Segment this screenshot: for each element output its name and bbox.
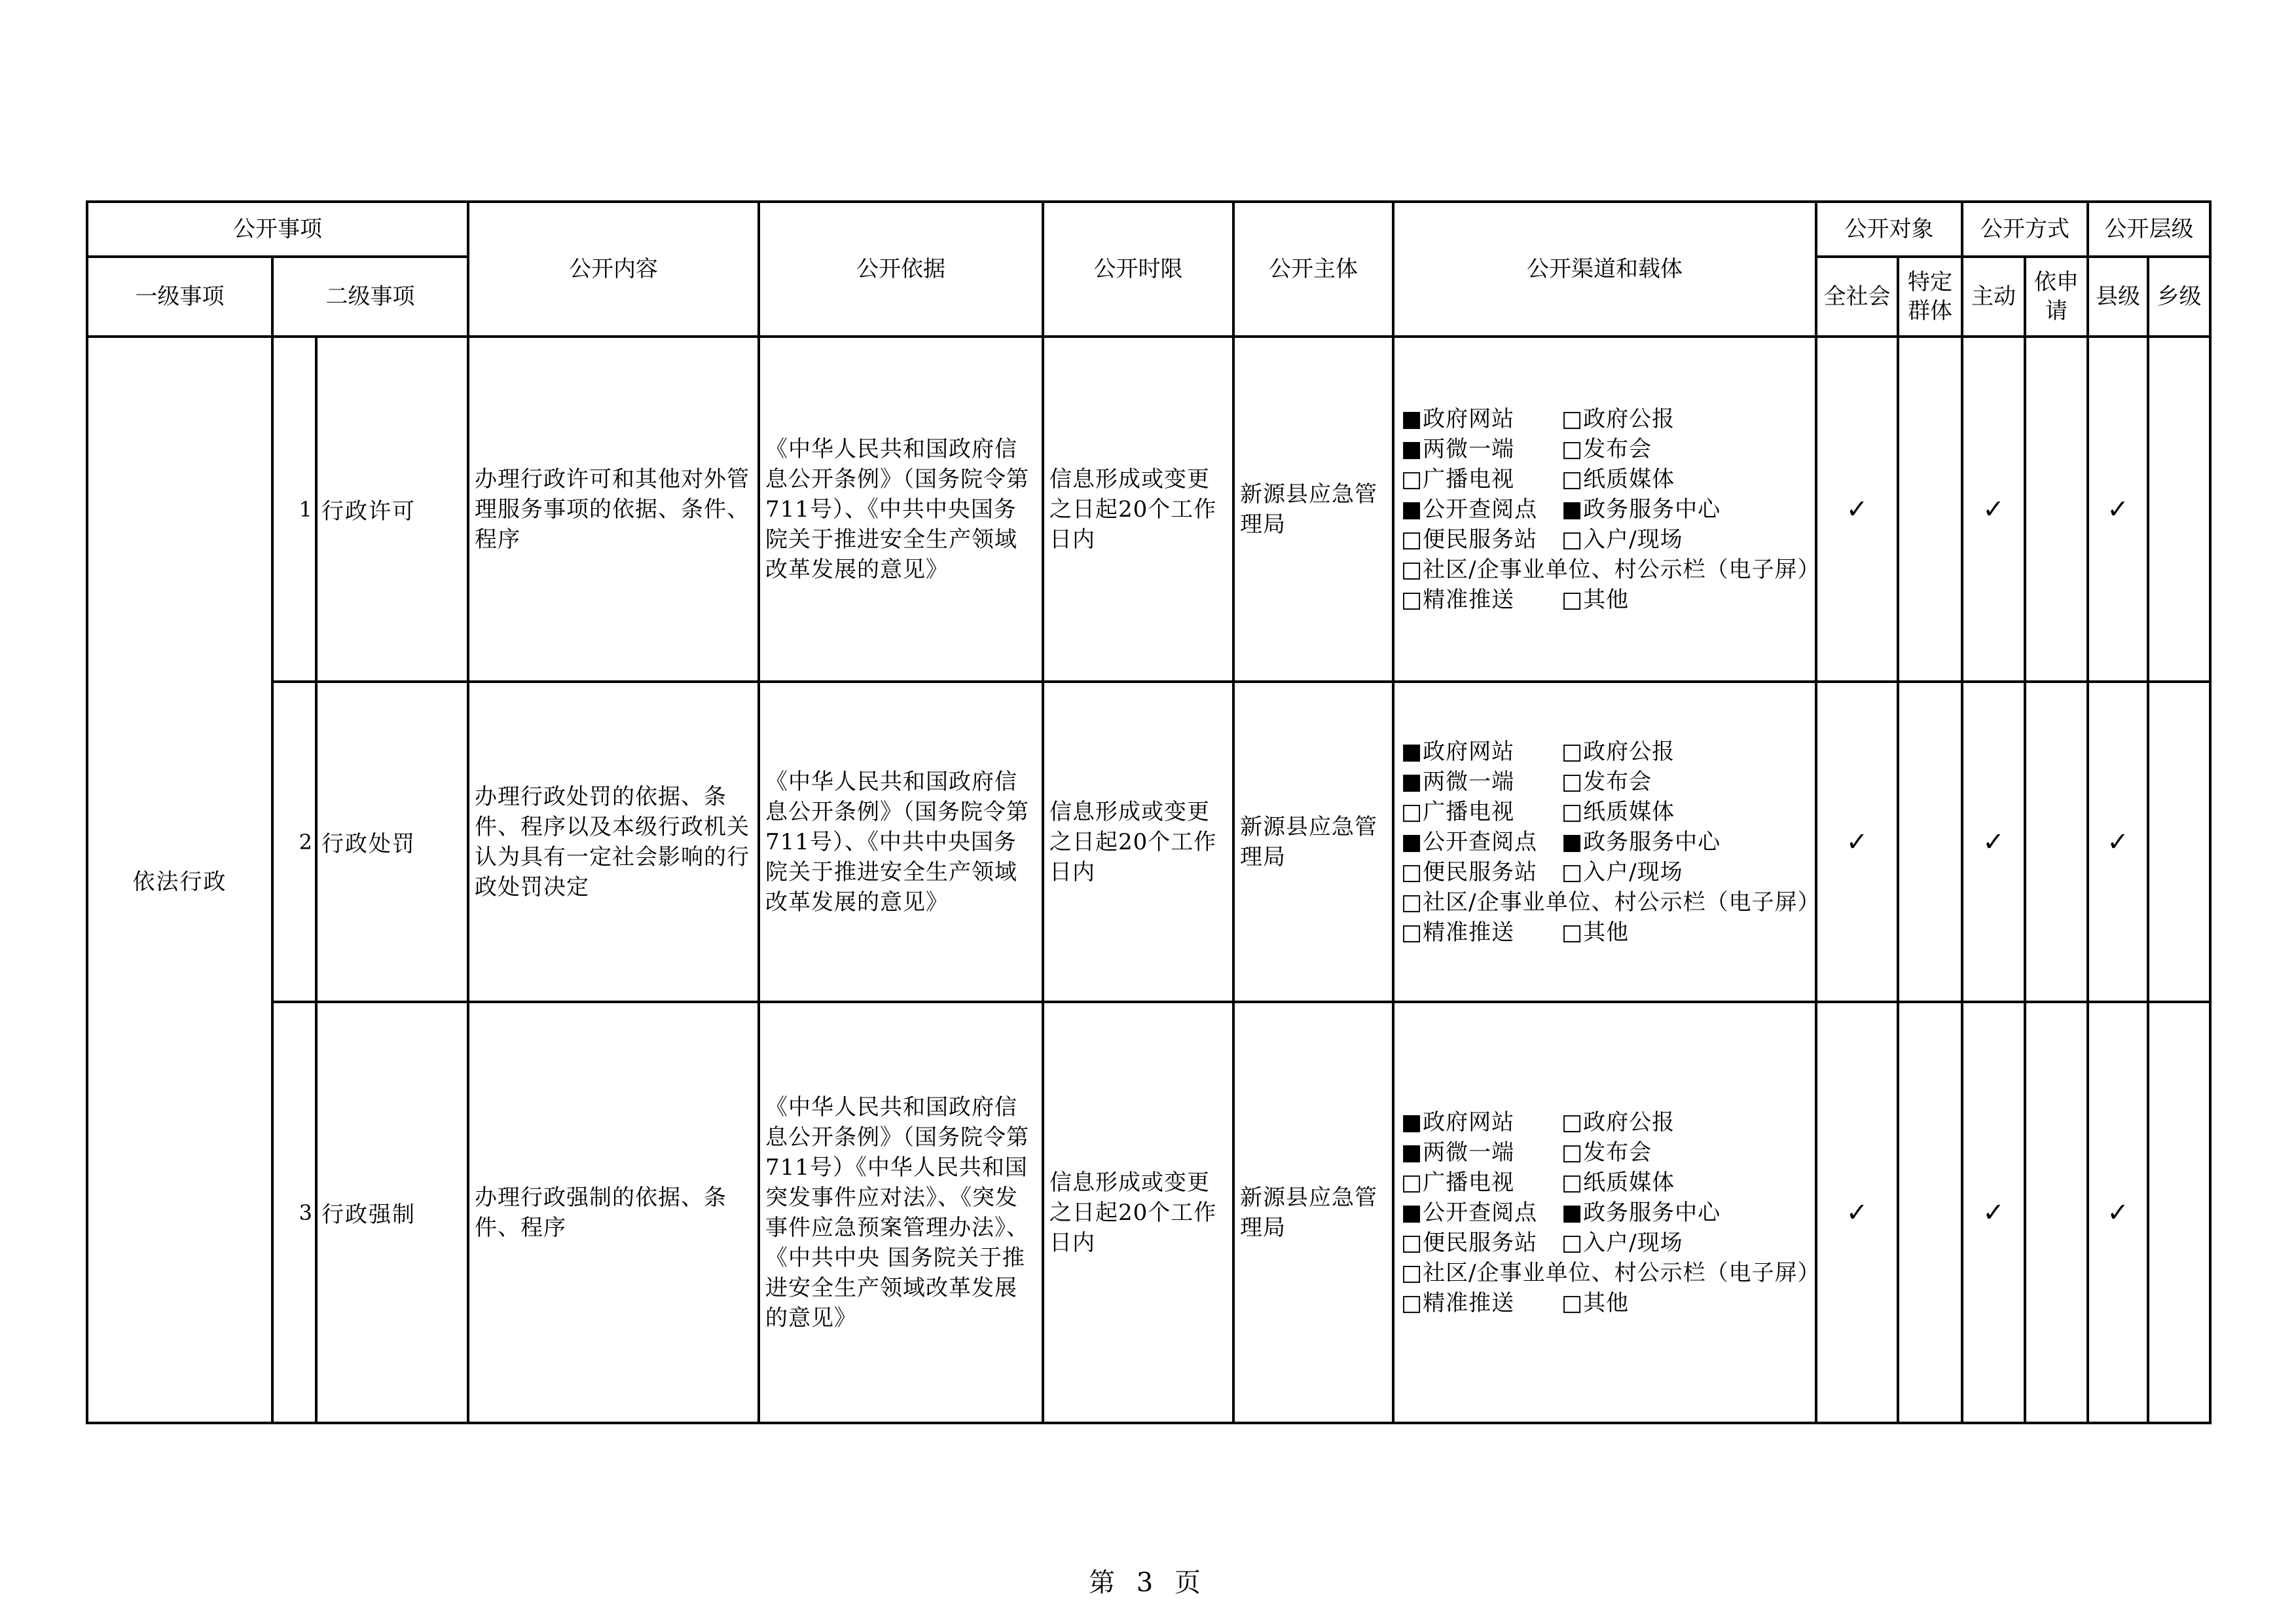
- check-active: ✓: [1962, 337, 2025, 682]
- channel-line: [1401, 767, 1811, 797]
- channel-option: □广播电视: [1401, 1169, 1515, 1196]
- table-row: [87, 682, 2210, 1002]
- channel-option: ■公开查阅点: [1401, 496, 1538, 523]
- table-row: [87, 1002, 2210, 1423]
- channel-option: ■政务服务中心: [1561, 828, 1721, 855]
- check-active: ✓: [1962, 1002, 2025, 1423]
- channel-line: [1401, 404, 1811, 434]
- check-on-request: [2025, 682, 2088, 1002]
- channel-option: □社区/企事业单位、村公示栏（电子屏）: [1401, 1259, 1821, 1286]
- channel-option: ■政府网站: [1401, 1109, 1515, 1135]
- header-level-township: 乡级: [2148, 257, 2210, 337]
- level1-item: 依法行政: [87, 337, 272, 1423]
- channel-option: □其他: [1561, 1289, 1630, 1316]
- channel-option: ■两微一端: [1401, 1139, 1515, 1166]
- channel-option: □政府公报: [1561, 738, 1675, 765]
- channel-option: ■两微一端: [1401, 435, 1515, 462]
- channel-line: [1401, 1168, 1811, 1198]
- channel-option: □精准推送: [1401, 1289, 1515, 1316]
- channel-option: □精准推送: [1401, 586, 1515, 613]
- channel-line: [1401, 464, 1811, 494]
- check-county: ✓: [2088, 682, 2148, 1002]
- check-township: [2148, 1002, 2210, 1423]
- channel-line: [1401, 434, 1811, 464]
- channel-option: ■公开查阅点: [1401, 828, 1538, 855]
- header-method: 公开方式: [1962, 202, 2088, 257]
- channel-option: □入户/现场: [1561, 526, 1683, 553]
- channel-option: □其他: [1561, 586, 1630, 613]
- row-subject: 新源县应急管理局: [1233, 1002, 1393, 1423]
- check-on-request: [2025, 337, 2088, 682]
- channel-option: □广播电视: [1401, 798, 1515, 825]
- channel-option: □发布会: [1561, 435, 1652, 462]
- channel-line: [1401, 1107, 1811, 1137]
- channel-line: [1401, 1228, 1811, 1258]
- row-number: 3: [272, 1002, 316, 1423]
- check-on-request: [2025, 1002, 2088, 1423]
- check-township: [2148, 337, 2210, 682]
- channel-option: ■两微一端: [1401, 768, 1515, 795]
- channel-line: [1401, 1288, 1811, 1318]
- row-channels: [1393, 1002, 1821, 1423]
- row-channels: [1393, 682, 1821, 1002]
- check-all-society: ✓: [1816, 1002, 1898, 1423]
- check-active: ✓: [1962, 682, 2025, 1002]
- row-channels: [1393, 337, 1821, 682]
- header-channels: 公开渠道和载体: [1393, 202, 1816, 337]
- channel-line: [1401, 887, 1821, 917]
- header-method-request: 依申请: [2025, 257, 2088, 337]
- check-township: [2148, 682, 2210, 1002]
- channel-option: □发布会: [1561, 768, 1652, 795]
- channel-line: [1401, 827, 1811, 857]
- channel-line: [1401, 525, 1811, 555]
- row-content: 办理行政强制的依据、条件、程序: [468, 1002, 759, 1423]
- channel-option: □广播电视: [1401, 466, 1515, 492]
- table-row: [87, 337, 2210, 682]
- row-number: 2: [272, 682, 316, 1002]
- row-subject: 新源县应急管理局: [1233, 682, 1393, 1002]
- channel-option: □社区/企事业单位、村公示栏（电子屏）: [1401, 889, 1821, 915]
- channel-option: □入户/现场: [1561, 858, 1683, 885]
- row-basis: 《中华人民共和国政府信息公开条例》（国务院令第711号）《中华人民共和国突发事件应对法》、《突发事件应急预案管理办法》、《中共中央 国务院关于推进安全生产领域改革发展的意见》: [759, 1002, 1043, 1423]
- check-all-society: ✓: [1816, 682, 1898, 1002]
- row-number: 1: [272, 337, 316, 682]
- header-subject: 公开主体: [1233, 202, 1393, 337]
- channel-option: □便民服务站: [1401, 858, 1538, 885]
- header-level2: 二级事项: [272, 257, 468, 337]
- channel-option: □纸质媒体: [1561, 798, 1675, 825]
- check-specific-group: [1898, 682, 1962, 1002]
- channel-line: [1401, 857, 1811, 887]
- check-all-society: ✓: [1816, 337, 1898, 682]
- channel-line: [1401, 797, 1811, 827]
- row-name: 行政强制: [316, 1002, 468, 1423]
- header-row-1: [87, 202, 2210, 257]
- check-specific-group: [1898, 337, 1962, 682]
- channel-line: [1401, 1258, 1821, 1288]
- channel-option: □精准推送: [1401, 919, 1515, 946]
- row-basis: 《中华人民共和国政府信息公开条例》（国务院令第711号）、《中共中央国务院关于推进安全生产领域改革发展的意见》: [759, 337, 1043, 682]
- disclosure-table: [86, 200, 2212, 1424]
- header-method-active: 主动: [1962, 257, 2025, 337]
- channel-line: [1401, 494, 1811, 525]
- channel-option: □政府公报: [1561, 405, 1675, 432]
- channel-option: ■政府网站: [1401, 738, 1515, 765]
- channel-option: □纸质媒体: [1561, 466, 1675, 492]
- channel-option: □政府公报: [1561, 1109, 1675, 1135]
- header-basis: 公开依据: [759, 202, 1043, 337]
- channel-option: ■政务服务中心: [1561, 1199, 1721, 1226]
- header-level: 公开层级: [2088, 202, 2210, 257]
- row-content: 办理行政许可和其他对外管理服务事项的依据、条件、程序: [468, 337, 759, 682]
- header-audience: 公开对象: [1816, 202, 1962, 257]
- channel-option: □便民服务站: [1401, 526, 1538, 553]
- row-content: 办理行政处罚的依据、条件、程序以及本级行政机关认为具有一定社会影响的行政处罚决定: [468, 682, 759, 1002]
- row-time-limit: 信息形成或变更之日起20个工作日内: [1043, 682, 1233, 1002]
- row-subject: 新源县应急管理局: [1233, 337, 1393, 682]
- channel-option: ■政府网站: [1401, 405, 1515, 432]
- channel-line: [1401, 917, 1811, 948]
- channel-option: □发布会: [1561, 1139, 1652, 1166]
- channel-option: □便民服务站: [1401, 1229, 1538, 1256]
- header-disclosure-items: 公开事项: [87, 202, 468, 257]
- row-time-limit: 信息形成或变更之日起20个工作日内: [1043, 337, 1233, 682]
- channel-line: [1401, 1198, 1811, 1228]
- channel-line: [1401, 737, 1811, 767]
- channel-option: □入户/现场: [1561, 1229, 1683, 1256]
- row-basis: 《中华人民共和国政府信息公开条例》（国务院令第711号）、《中共中央国务院关于推进安全生产领域改革发展的意见》: [759, 682, 1043, 1002]
- channel-line: [1401, 1137, 1811, 1168]
- header-level1: 一级事项: [87, 257, 272, 337]
- header-time-limit: 公开时限: [1043, 202, 1233, 337]
- header-content: 公开内容: [468, 202, 759, 337]
- channel-line: [1401, 585, 1811, 615]
- header-level-county: 县级: [2088, 257, 2148, 337]
- channel-option: □社区/企事业单位、村公示栏（电子屏）: [1401, 556, 1821, 583]
- check-county: ✓: [2088, 337, 2148, 682]
- page-number: 第 3 页: [1089, 1568, 1207, 1598]
- channel-option: ■公开查阅点: [1401, 1199, 1538, 1226]
- channel-option: □其他: [1561, 919, 1630, 946]
- channel-option: ■政务服务中心: [1561, 496, 1721, 523]
- header-audience-specific: 特定群体: [1898, 257, 1962, 337]
- row-time-limit: 信息形成或变更之日起20个工作日内: [1043, 1002, 1233, 1423]
- check-specific-group: [1898, 1002, 1962, 1423]
- channel-line: [1401, 555, 1821, 585]
- check-county: ✓: [2088, 1002, 2148, 1423]
- channel-option: □纸质媒体: [1561, 1169, 1675, 1196]
- row-name: 行政处罚: [316, 682, 468, 1002]
- row-name: 行政许可: [316, 337, 468, 682]
- header-audience-all: 全社会: [1816, 257, 1898, 337]
